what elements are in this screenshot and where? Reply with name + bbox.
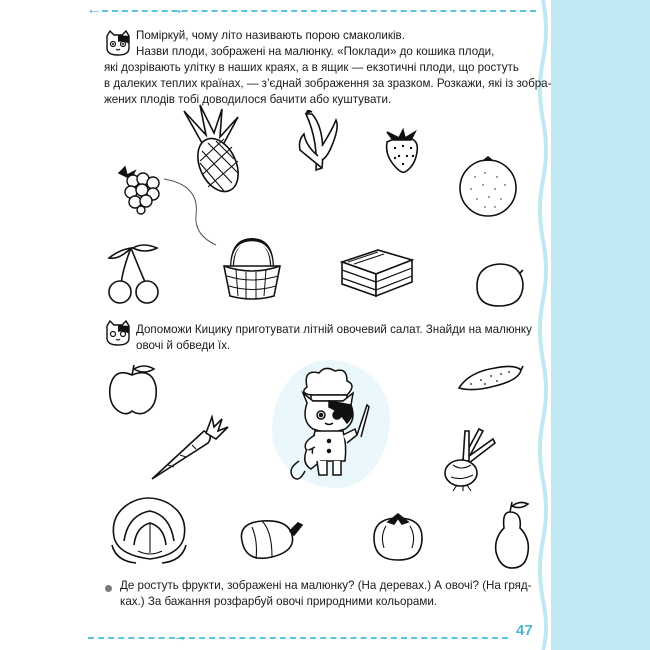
task2-line-1: Допоможи Кицику приготувати літній овочевий салат. Знайди на малюнку (136, 323, 532, 336)
lemon-illustration (471, 260, 527, 310)
page-number: 47 (516, 622, 533, 639)
task1-line-5: жених плодів тобі доводилося бачити або куштувати. (104, 93, 392, 106)
banana-illustration (292, 110, 342, 175)
task1-line-2: Назви плоди, зображені на малюнку. «Поклади» до кошика плоди, (136, 45, 495, 58)
apple-illustration (104, 363, 162, 419)
right-decorative-strip (541, 0, 650, 650)
strawberry-illustration (381, 128, 423, 176)
basket-illustration (218, 236, 286, 304)
orange-illustration (455, 155, 521, 219)
cat-head-icon-2 (104, 320, 132, 346)
arrow-right-icon: → (168, 1, 184, 18)
example-connection-line (160, 175, 220, 250)
arrow-left-icon: ← (86, 1, 102, 18)
task3-line-2: ках.) За бажання розфарбуй овочі природними кольорами. (120, 595, 438, 608)
cabbage-illustration (108, 493, 190, 565)
wavy-edge (535, 0, 555, 650)
cherries-illustration (105, 238, 163, 308)
crate-illustration (338, 240, 416, 298)
pepper-illustration (232, 513, 304, 567)
cucumber-illustration (455, 358, 525, 398)
task1-line-3: які дозрівають улітку в наших краях, а в ящик — екзотичні плоди, що ростуть (104, 61, 519, 74)
pear-illustration (490, 500, 532, 572)
onion-illustration (435, 425, 501, 491)
task2-line-2: овочі й обведи їх. (136, 339, 231, 352)
tomato-illustration (368, 510, 428, 564)
carrot-illustration (148, 413, 230, 483)
bottom-dashed-line (88, 637, 508, 639)
cat-head-icon (104, 30, 132, 56)
chef-cat-illustration (285, 365, 380, 483)
bullet-icon (105, 585, 112, 592)
task1-line-4: в далеких теплих країнах, — з’єднай зображення за зразком. Розкажи, які із зобра- (104, 77, 552, 90)
arrow-right-bottom-icon: → (172, 628, 188, 645)
task1-line-1: Поміркуй, чому літо називають порою смаколиків. (136, 29, 405, 42)
task3-line-1: Де ростуть фрукти, зображені на малюнку? (На деревах.) А овочі? (На гряд- (120, 579, 532, 592)
